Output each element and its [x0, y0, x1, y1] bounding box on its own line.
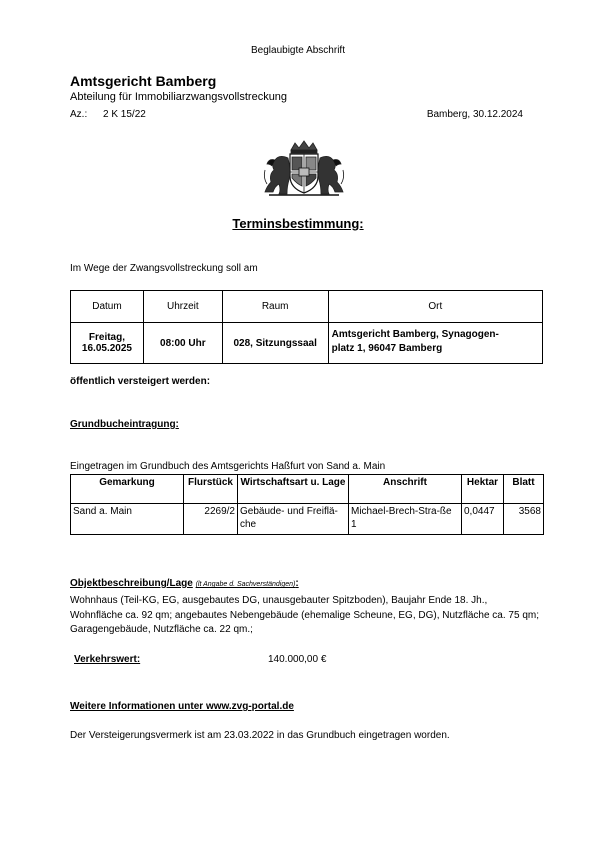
case-number: 2 K 15/22 [103, 109, 146, 120]
header-note: Beglaubigte Abschrift [251, 45, 345, 56]
table-header-row [71, 291, 543, 323]
header-flurstueck: Flurstück [184, 475, 238, 504]
cell-hektar: 0,0447 [462, 504, 504, 535]
object-heading-title: Objektbeschreibung/Lage [70, 578, 193, 589]
case-number-label: Az.: [70, 109, 88, 120]
grundbuch-table [70, 474, 544, 535]
header-blatt: Blatt [504, 475, 544, 504]
header-ort: Ort [328, 291, 542, 323]
cell-anschrift: Michael-Brech-Stra-ße 1 [349, 504, 462, 535]
place-date: Bamberg, 30.12.2024 [426, 109, 523, 120]
header-raum: Raum [222, 291, 328, 323]
cell-raum: 028, Sitzungssaal [222, 323, 328, 364]
court-department: Abteilung für Immobiliarzwangsvollstreckung [70, 91, 288, 103]
closing-text: Der Versteigerungsvermerk ist am 23.03.2022 in das Grundbuch eingetragen worden. [70, 730, 450, 741]
intro-text: Im Wege der Zwangsvollstreckung soll am [70, 263, 258, 274]
coat-of-arms-icon [261, 140, 347, 198]
header-wirtschaftsart: Wirtschaftsart u. Lage [238, 475, 349, 504]
header-hektar: Hektar [462, 475, 504, 504]
grundbuch-intro: Eingetragen im Grundbuch des Amtsgerichts Haßfurt von Sand a. Main [70, 461, 386, 472]
cell-uhrzeit: 08:00 Uhr [143, 323, 222, 364]
object-description-text: Wohnhaus (Teil-KG, EG, ausgebautes DG, unausgebauter Spitzboden), Baujahr Ende 18. Jh., Wohnfläche ca. 92 qm; angebautes Nebengebäude (ehemalige Scheune, EG, DG), Nutzfläche ca. 75 qm; Garagengebäude, Nutzfläche ca. 22 qm.; [70, 595, 539, 635]
cell-flurstueck: 2269/2 [184, 504, 238, 535]
header-gemarkung: Gemarkung [71, 475, 184, 504]
header-uhrzeit: Uhrzeit [143, 291, 222, 323]
ort-line1: Amtsgericht Bamberg, Synagogen- [331, 329, 499, 340]
cell-blatt: 3568 [504, 504, 544, 535]
table-row [71, 504, 544, 535]
market-value: 140.000,00 € [268, 654, 327, 665]
table-row [71, 323, 543, 364]
cell-gemarkung: Sand a. Main [71, 504, 184, 535]
court-name: Amtsgericht Bamberg [70, 73, 217, 89]
cell-datum [71, 323, 144, 364]
ort-line2: platz 1, 96047 Bamberg [331, 343, 443, 354]
market-value-label: Verkehrswert: [74, 654, 141, 665]
info-link-text: Weitere Informationen unter www.zvg-portal.de [70, 701, 294, 712]
object-description-heading [70, 578, 299, 589]
cell-wirtschaftsart: Gebäude- und Freiflä-che [238, 504, 349, 535]
date-weekday: Freitag, [88, 332, 126, 343]
table-header-row [71, 475, 544, 504]
auction-text: öffentlich versteigert werden: [70, 376, 211, 387]
header-anschrift: Anschrift [349, 475, 462, 504]
object-heading-note: (lt Angabe d. Sachverständigen) [195, 581, 296, 588]
grundbuch-heading: Grundbucheintragung: [70, 419, 179, 430]
object-heading-colon: : [295, 578, 299, 589]
cell-ort [328, 323, 542, 364]
date-value: 16.05.2025 [81, 343, 132, 354]
header-datum: Datum [71, 291, 144, 323]
appointment-table [70, 290, 543, 364]
document-title: Terminsbestimmung: [232, 216, 364, 231]
